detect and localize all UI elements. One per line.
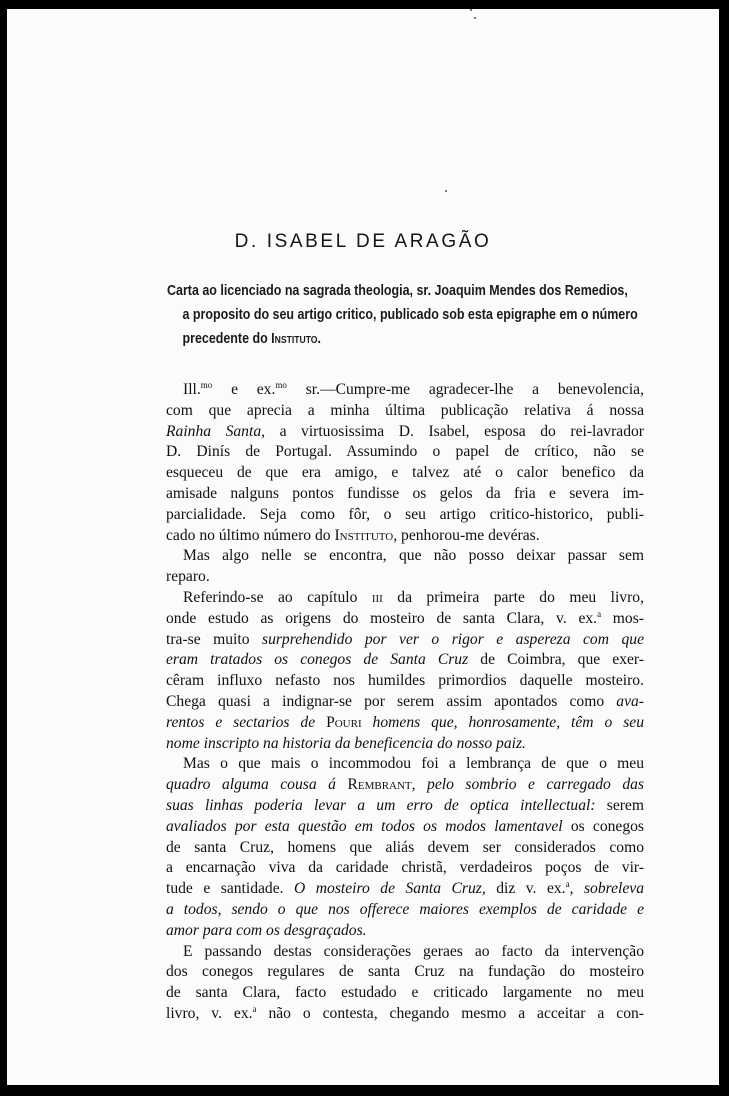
text-line: dos conegos regulares de santa Cruz na fundação do mosteiro: [166, 963, 644, 981]
subtitle-line: precedente do Instituto.: [182, 331, 321, 347]
text-line: Mas algo nelle se encontra, que não posso deixar passar sem: [183, 547, 644, 565]
text-line: nome inscripto na historia da beneficencia do nosso paiz.: [166, 734, 526, 752]
speck: [474, 17, 476, 19]
text-line: E passando destas considerações geraes ao facto da intervenção: [183, 942, 644, 960]
text-line: Referindo-se ao capítulo iii da primeira parte do meu livro,: [183, 588, 644, 606]
text-line: Mas o que mais o incommodou foi a lembrança de que o meu: [183, 755, 644, 773]
text-line: cêram influxo nefasto nos humildes primordios daquelle mosteiro.: [166, 672, 644, 690]
text-line: amisade nalguns pontos fundisse os gelos da fria e severa im-: [166, 484, 644, 502]
text-line: amor para com os desgraçados.: [166, 921, 367, 939]
text-line: quadro alguma cousa á Rembrant, pelo sombrio e carregado das: [166, 776, 644, 794]
text-line: tude e santidade. O mosteiro de Santa Cruz, diz v. ex.$^a$, sobreleva: [166, 879, 644, 898]
text-line: livro, v. ex.$^a$ não o contesta, chegando mesmo a acceitar a con-: [166, 1003, 644, 1022]
text-line: esqueceu de que era amigo, e talvez até o calor benefico da: [166, 464, 644, 482]
subtitle-line: a proposito do seu artigo critico, publicado sob esta epigraphe em o número: [182, 307, 638, 323]
text-line: tra-se muito surprehendido por ver o rigor e aspereza com que: [166, 630, 644, 648]
text-line: avaliados por esta questão em todos os modos lamentavel os conegos: [166, 817, 644, 835]
text-line: a todos, sendo o que nos offerece maiores exemplos de caridade e: [166, 900, 644, 918]
page-title: D. ISABEL DE ARAGÃO: [234, 231, 492, 252]
text-line: reparo.: [166, 568, 210, 586]
text-line: de santa Cruz, homens que aliás devem ser considerados como: [166, 838, 644, 856]
letter-body: [166, 380, 644, 1025]
scanned-page: [7, 9, 719, 1085]
text-line: com que aprecia a minha última publicação relativa á nossa: [166, 401, 644, 419]
text-line: parcialidade. Seja como fôr, o seu artigo critico-historico, publi-: [166, 505, 644, 523]
speck: [445, 190, 447, 192]
text-line: onde estudo as origens do mosteiro de santa Clara, v. ex.$^a$ mos-: [166, 608, 644, 627]
text-line: Rainha Santa, a virtuosissima D. Isabel, esposa do rei-lavrador: [166, 422, 644, 440]
text-line: a encarnação viva da caridade christã, verdadeiros poços de vir-: [166, 859, 644, 877]
letter-subtitle: [167, 279, 644, 351]
text-line: eram tratados os conegos de Santa Cruz de Coimbra, que exer-: [166, 651, 645, 669]
text-line: suas linhas poderia levar a um erro de optica intellectual: serem: [166, 796, 644, 814]
speck: [470, 9, 472, 11]
text-line: D. Dinís de Portugal. Assumindo o papel de crítico, não se: [166, 443, 644, 461]
text-line: Chega quasi a indignar-se por serem assim apontados como ava-: [166, 692, 644, 710]
text-line: cado no último número do Instituto, penhorou-me devéras.: [166, 526, 540, 544]
subtitle-line: Carta ao licenciado na sagrada theologia, sr. Joaquim Mendes dos Remedios,: [167, 283, 628, 299]
text-line: Ill.$^{mo}$ e ex.$^{mo}$ sr.—Cumpre-me agradecer-lhe a benevolencia,: [183, 380, 644, 398]
text-line: de santa Clara, facto estudado e criticado largamente no meu: [166, 984, 644, 1002]
text-line: rentos e sectarios de Pouri homens que, honrosamente, têm o seu: [166, 713, 645, 731]
